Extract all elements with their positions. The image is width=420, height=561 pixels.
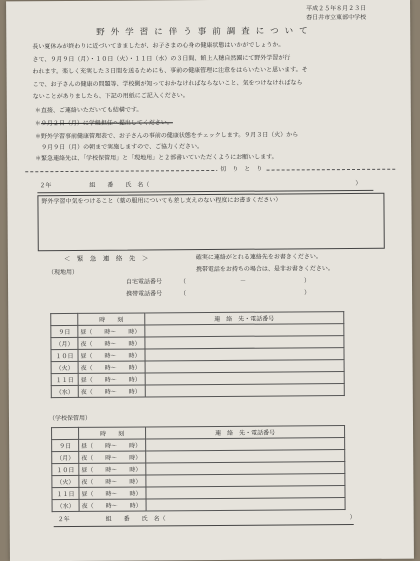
table-header-time: 時 刻 bbox=[79, 427, 146, 439]
table-cell-date: （水） bbox=[51, 385, 78, 397]
bullet-mark: ＊ bbox=[35, 155, 42, 163]
note-item: 緊急連絡先は、「学校保管用」と「現地用」と２部書いていただくようにお願いします。 bbox=[41, 153, 278, 163]
local-contact-table bbox=[50, 311, 345, 398]
table-cell-time: 昼（ 時～ 時） bbox=[78, 373, 145, 385]
note-item: 直接、ご連絡いただいても結構です。 bbox=[40, 106, 143, 115]
section-label-local: （現地用） bbox=[47, 268, 78, 277]
footer-name-label: 組 番 氏 名（ bbox=[105, 515, 166, 523]
table-row bbox=[51, 384, 344, 398]
table-cell-date: （火） bbox=[51, 361, 78, 373]
table-header-contact: 連 絡 先・電話番号 bbox=[145, 312, 344, 325]
intro-line: われます。楽しく充実した３日間を送るためにも、事前の健康管理に注意をはらいたいと思います。そ bbox=[32, 66, 308, 76]
cut-line bbox=[25, 169, 395, 173]
paren-close: ） bbox=[304, 289, 311, 297]
table-cell-time: 昼（ 時～ 時） bbox=[79, 439, 146, 451]
table-cell-date: （火） bbox=[52, 475, 79, 487]
footer-underline bbox=[54, 524, 354, 527]
table-row bbox=[52, 498, 345, 512]
table-cell-contact[interactable] bbox=[146, 498, 345, 511]
name-field-label: 組 番 氏 名（ bbox=[89, 181, 150, 189]
table-cell-time: 昼（ 時～ 時） bbox=[78, 325, 145, 337]
table-cell-contact[interactable] bbox=[145, 384, 344, 397]
table-cell-date: １０日 bbox=[52, 463, 79, 475]
table-cell-time: 昼（ 時～ 時） bbox=[79, 463, 146, 475]
section-label-school: （学校保管用） bbox=[48, 414, 92, 423]
intro-line: こで、お子さんの健康の問題等、学校側が知っておかなければならないこと、気をつけなければなら bbox=[32, 78, 303, 88]
intro-line: ないことがありましたら、下記の用紙にご記入ください。 bbox=[32, 92, 189, 101]
table-cell-time: 夜（ 時～ 時） bbox=[78, 337, 145, 349]
note-item: ９月２日（月）に学級担任へ提出してください。 bbox=[40, 119, 173, 128]
table-cell bbox=[51, 313, 78, 325]
bullet-mark: ＊ bbox=[34, 133, 42, 141]
table-cell-date: （月） bbox=[51, 337, 78, 349]
table-cell-time: 昼（ 時～ 時） bbox=[78, 349, 145, 361]
table-cell-date: １１日 bbox=[52, 487, 79, 499]
table-cell-time: 夜（ 時～ 時） bbox=[79, 499, 146, 511]
paren-close: ） bbox=[303, 277, 311, 285]
emergency-note: 確実に連絡がとれる連絡先をお書きください。 bbox=[195, 253, 322, 262]
grade-label: ２年 bbox=[39, 182, 52, 190]
page-title: 野外学習に伴う事前調査について bbox=[96, 26, 314, 38]
home-phone-label: 自宅電話番号 bbox=[125, 278, 163, 286]
footer-name-close: ） bbox=[349, 513, 356, 522]
date: 平成２５年８月２３日 bbox=[306, 4, 367, 13]
paren-open: （ bbox=[180, 290, 187, 298]
intro-paragraph bbox=[32, 39, 384, 104]
table-cell-date: １１日 bbox=[51, 373, 78, 385]
health-notes-label: 野外学習中気をつけること（薬の服用についても差し支えのない程度にお書きください） bbox=[41, 196, 282, 206]
dash: － bbox=[239, 277, 247, 285]
name-field-close: ） bbox=[355, 179, 362, 187]
table-cell-time: 夜（ 時～ 時） bbox=[79, 475, 146, 487]
table-header-time: 時 刻 bbox=[78, 313, 145, 325]
table-header-contact: 連 絡 先・電話番号 bbox=[146, 426, 345, 439]
note-item: ９月９日（月）の朝まで実施しますので、ご協力ください。 bbox=[41, 143, 203, 152]
footer-grade-label: ２年 bbox=[57, 515, 70, 524]
table-cell bbox=[52, 427, 79, 439]
note-item: 野外学習事前健康管理表で、お子さんの事前の健康状態をチェックします。９月３日（火）から bbox=[40, 131, 299, 141]
bullet-mark: ＊ bbox=[34, 120, 41, 128]
school-name: 春日井市立東部中学校 bbox=[306, 13, 367, 22]
table-cell-time: 夜（ 時～ 時） bbox=[78, 385, 145, 397]
table-cell-date: １０日 bbox=[51, 349, 78, 361]
table-cell-time: 夜（ 時～ 時） bbox=[78, 361, 145, 373]
table-cell-time: 昼（ 時～ 時） bbox=[79, 487, 146, 499]
school-contact-table bbox=[51, 425, 346, 512]
bullet-mark: ＊ bbox=[34, 107, 41, 115]
table-cell-date: （水） bbox=[52, 499, 79, 511]
paren-open: （ bbox=[179, 278, 187, 286]
intro-line: 長い夏休みが終わりに近づいてきましたが、お子さまの心身の健康状態はいかがでしょうか。 bbox=[32, 41, 285, 51]
cut-label: 切 り と り bbox=[217, 166, 265, 174]
emergency-note: 携帯電話をお持ちの場合は、是非お書きください。 bbox=[195, 265, 334, 274]
mobile-phone-label: 携帯電話番号 bbox=[126, 290, 163, 298]
table-cell-date: ９日 bbox=[52, 439, 79, 451]
table-cell-date: （月） bbox=[52, 451, 79, 463]
intro-line: さて、９月９日（月）・１０日（火）・１１日（水）の３日間、館上人穂自然園にて野外学習が行 bbox=[32, 53, 291, 63]
document-page bbox=[6, 0, 414, 561]
emergency-heading: ＜ 緊 急 連 絡 先 ＞ bbox=[63, 254, 149, 264]
table-cell-time: 夜（ 時～ 時） bbox=[79, 451, 146, 463]
table-cell-date: ９日 bbox=[51, 325, 78, 337]
